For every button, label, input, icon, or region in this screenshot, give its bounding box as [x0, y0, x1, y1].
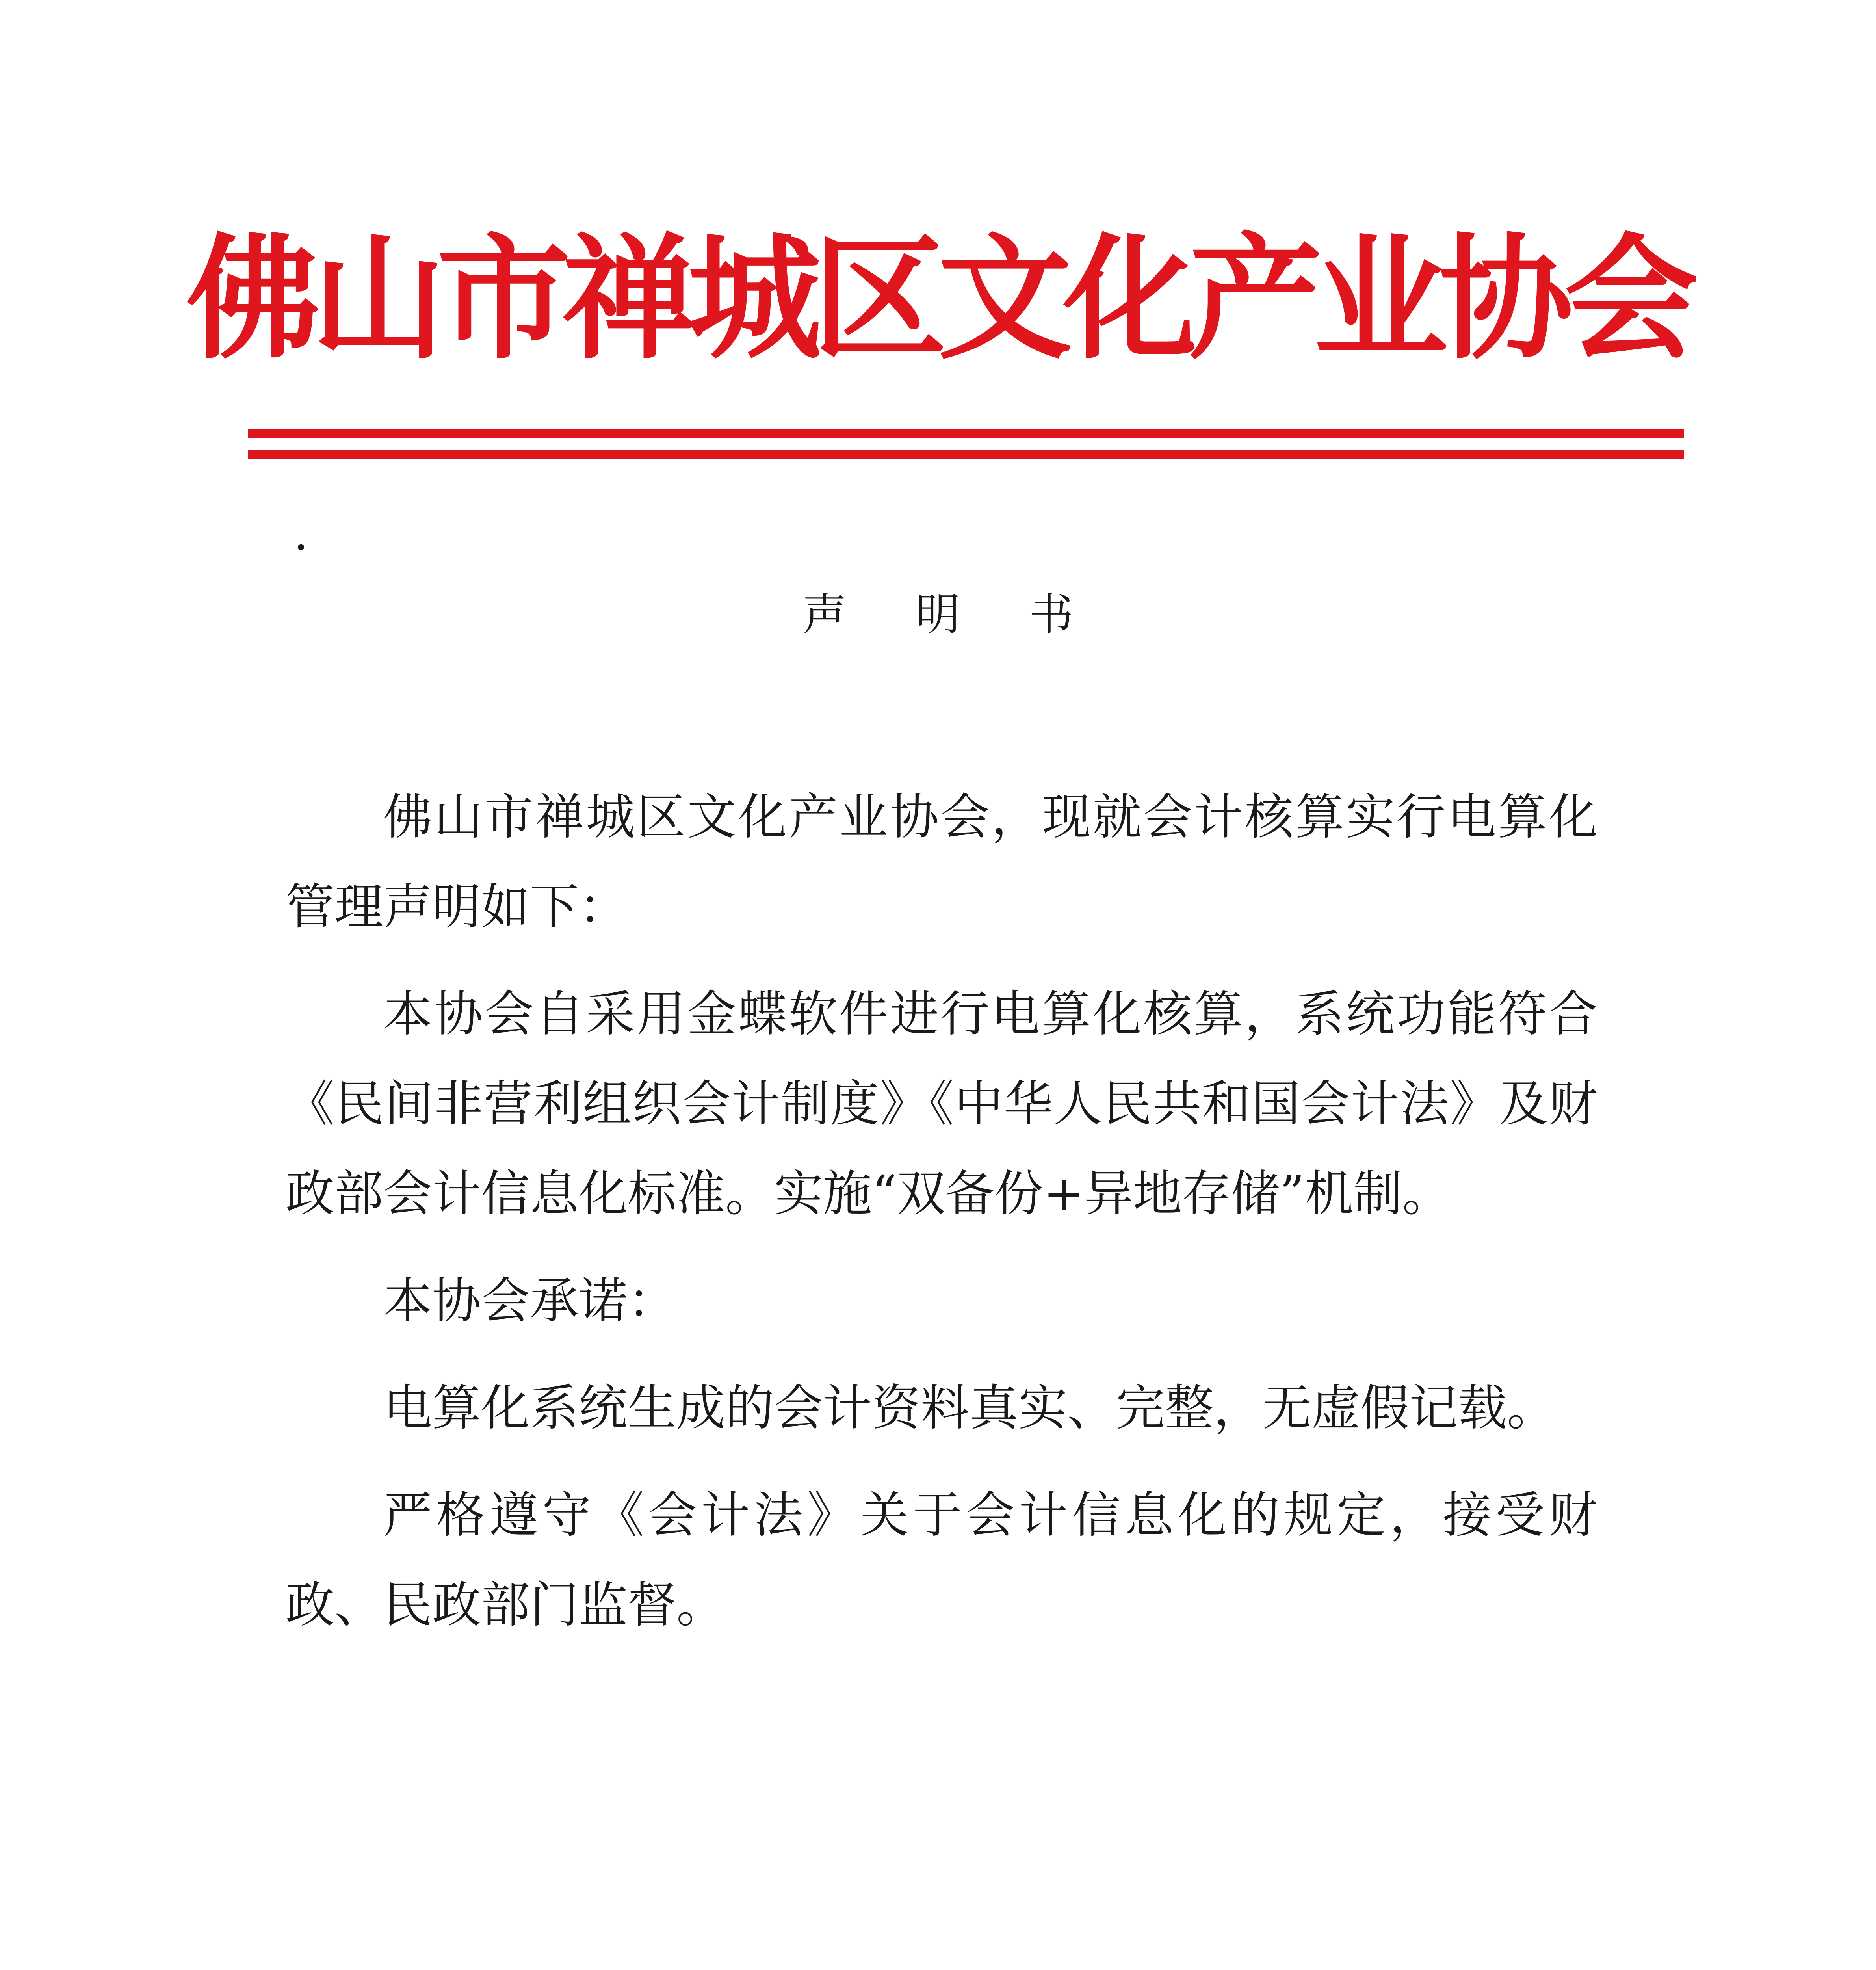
- document-body: [286, 772, 1597, 1667]
- paragraph-intro: 佛山市禅城区文化产业协会，现就会计核算实行电算化管理声明如下：: [286, 789, 1597, 935]
- paragraph-commitment-1: 电算化系统生成的会计资料真实、完整，无虚假记载。: [383, 1380, 1556, 1437]
- letterhead-rule-top: [248, 429, 1684, 438]
- letterhead-rule-bottom: [248, 450, 1684, 459]
- letterhead-org-name: 佛山市禅城区文化产业协会: [186, 221, 1690, 377]
- paragraph-software: 本协会自采用金蝶软件进行电算化核算，系统功能符合《民间非营利组织会计制度》《中华人民共和国会计法》及财政部会计信息化标准。实施“双备份+异地存储”机制。: [286, 986, 1597, 1222]
- document-title: 声 明 书: [802, 589, 1101, 640]
- paragraph-commitment-2: 严格遵守《会计法》关于会计信息化的规定，接受财政、民政部门监督。: [286, 1487, 1597, 1634]
- paragraph-commitment-heading: 本协会承诺：: [383, 1273, 677, 1329]
- document-mark: .: [293, 506, 309, 561]
